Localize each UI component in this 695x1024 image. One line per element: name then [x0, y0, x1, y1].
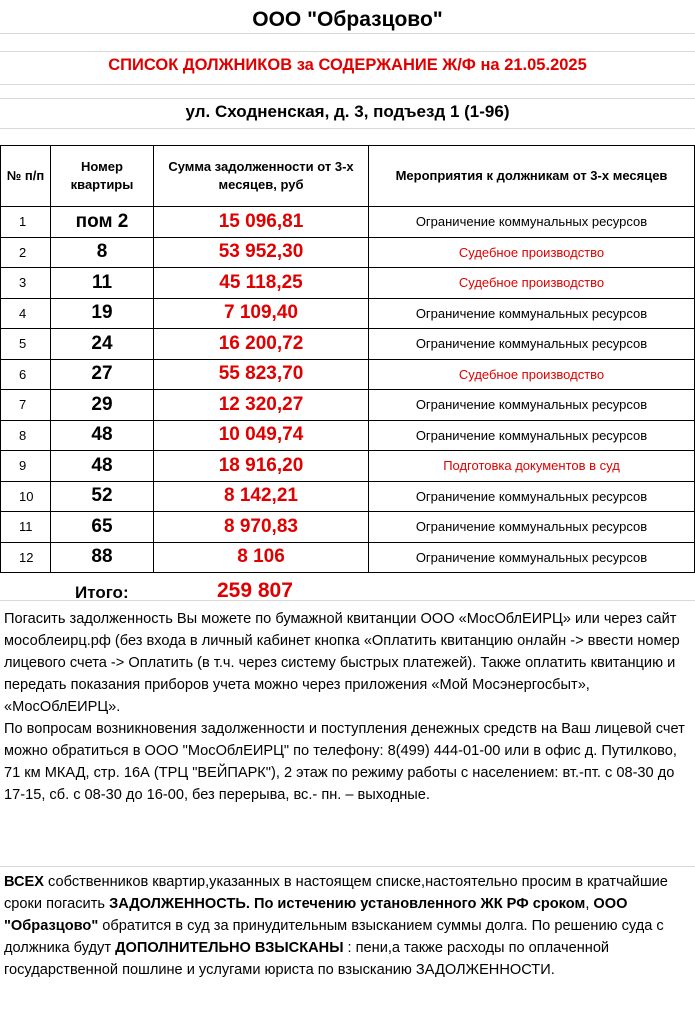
- cell-debt-sum: 15 096,81: [154, 207, 369, 238]
- cell-debt-sum: 45 118,25: [154, 268, 369, 299]
- cell-row-number: 9: [1, 451, 51, 482]
- table-row: [1, 237, 695, 268]
- total-label: Итого:: [75, 583, 129, 602]
- header-action: Мероприятия к должникам от 3-х месяцев: [369, 146, 695, 207]
- cell-action: Судебное производство: [369, 237, 695, 268]
- cell-debt-sum: 8 970,83: [154, 512, 369, 543]
- table-row: [1, 298, 695, 329]
- total-value: 259 807: [217, 579, 293, 602]
- grid-line: [0, 128, 695, 129]
- cell-apartment: 48: [51, 451, 154, 482]
- warning-block: [4, 871, 692, 981]
- grid-line: [0, 84, 695, 85]
- grid-line: [0, 98, 695, 99]
- cell-debt-sum: 12 320,27: [154, 390, 369, 421]
- cell-row-number: 12: [1, 542, 51, 573]
- cell-debt-sum: 55 823,70: [154, 359, 369, 390]
- cell-action: Ограничение коммунальных ресурсов: [369, 207, 695, 238]
- warning-text-part: обратится в суд за принудительным взысканием суммы долга. По решению суда с должника будут: [4, 918, 664, 956]
- cell-apartment: 65: [51, 512, 154, 543]
- warning-text-part: ,: [585, 896, 594, 912]
- table-row: [1, 451, 695, 482]
- warning-bold: ЗАДОЛЖЕННОСТЬ. По истечению установленного ЖК РФ сроком: [109, 896, 586, 912]
- warning-bold: ВСЕХ: [4, 874, 44, 890]
- cell-apartment: 24: [51, 329, 154, 360]
- cell-apartment: 88: [51, 542, 154, 573]
- cell-action: Ограничение коммунальных ресурсов: [369, 481, 695, 512]
- cell-action: Ограничение коммунальных ресурсов: [369, 420, 695, 451]
- cell-row-number: 3: [1, 268, 51, 299]
- header-no: № п/п: [1, 146, 51, 207]
- cell-row-number: 10: [1, 481, 51, 512]
- table-row: [1, 420, 695, 451]
- warning-bold: ООО "Образцово": [4, 896, 628, 934]
- cell-debt-sum: 8 142,21: [154, 481, 369, 512]
- list-title: СПИСОК ДОЛЖНИКОВ за СОДЕРЖАНИЕ Ж/Ф на 21.05.2025: [108, 56, 587, 74]
- cell-debt-sum: 16 200,72: [154, 329, 369, 360]
- cell-row-number: 1: [1, 207, 51, 238]
- cell-action: Ограничение коммунальных ресурсов: [369, 298, 695, 329]
- cell-apartment: 29: [51, 390, 154, 421]
- table-row: [1, 390, 695, 421]
- table-header-row: [1, 146, 695, 207]
- cell-action: Ограничение коммунальных ресурсов: [369, 390, 695, 421]
- cell-apartment: 11: [51, 268, 154, 299]
- table-row: [1, 481, 695, 512]
- company-title: ООО "Образцово": [252, 8, 443, 31]
- warning-text-part: : пени,а также расходы по оплаченной государственной пошлине и услугами юриста по взысканию ЗАДОЛЖЕННОСТИ.: [4, 940, 610, 978]
- table-row: [1, 268, 695, 299]
- cell-row-number: 7: [1, 390, 51, 421]
- grid-line: [0, 866, 695, 867]
- cell-apartment: 52: [51, 481, 154, 512]
- cell-row-number: 11: [1, 512, 51, 543]
- table-body: [1, 207, 695, 573]
- contact-info-text: По вопросам возникновения задолженности и поступления денежных средств на Ваш лицевой счет можно обратиться в ООО "МосОблЕИРЦ" по телефону: 8(499) 444-01-00 или в офис д. Путилково, 71 км МКАД, стр. 16А (ТРЦ "ВЕЙПАРК"), 2 этаж по режиму работы с населением: вт.-пт. с 08-30 до 17-15, сб. с 08-30 до 16-00, без перерыва, вс.- пн. – выходные.: [4, 721, 685, 803]
- table-row: [1, 512, 695, 543]
- grid-line: [0, 33, 695, 34]
- cell-action: Ограничение коммунальных ресурсов: [369, 542, 695, 573]
- cell-row-number: 4: [1, 298, 51, 329]
- table-row: [1, 207, 695, 238]
- warning-text-part: собственников квартир,указанных в настоящем списке,настоятельно просим в кратчайшие сроки погасить: [4, 874, 668, 912]
- cell-row-number: 5: [1, 329, 51, 360]
- cell-apartment: 27: [51, 359, 154, 390]
- cell-debt-sum: 53 952,30: [154, 237, 369, 268]
- table-row: [1, 329, 695, 360]
- cell-row-number: 6: [1, 359, 51, 390]
- cell-row-number: 8: [1, 420, 51, 451]
- warning-bold: ДОПОЛНИТЕЛЬНО ВЗЫСКАНЫ: [115, 940, 344, 956]
- cell-action: Ограничение коммунальных ресурсов: [369, 329, 695, 360]
- cell-action: Подготовка документов в суд: [369, 451, 695, 482]
- grid-line: [0, 51, 695, 52]
- cell-apartment: 8: [51, 237, 154, 268]
- cell-debt-sum: 10 049,74: [154, 420, 369, 451]
- payment-info-block: [4, 608, 692, 806]
- cell-action: Ограничение коммунальных ресурсов: [369, 512, 695, 543]
- debtors-table: [0, 145, 695, 573]
- cell-apartment: пом 2: [51, 207, 154, 238]
- cell-apartment: 19: [51, 298, 154, 329]
- table-row: [1, 359, 695, 390]
- header-sum: Сумма задолженности от 3-х месяцев, руб: [154, 146, 369, 207]
- cell-action: Судебное производство: [369, 268, 695, 299]
- cell-debt-sum: 18 916,20: [154, 451, 369, 482]
- address: ул. Сходненская, д. 3, подъезд 1 (1-96): [185, 102, 510, 121]
- table-row: [1, 542, 695, 573]
- cell-action: Судебное производство: [369, 359, 695, 390]
- header-apartment: Номер квартиры: [51, 146, 154, 207]
- warning-text: [4, 871, 692, 981]
- cell-row-number: 2: [1, 237, 51, 268]
- payment-info-text: Погасить задолженность Вы можете по бумажной квитанции ООО «МосОблЕИРЦ» или через сайт мособлеирц.рф (без входа в личный кабинет кнопка «Оплатить квитанцию онлайн -> ввести номер лицевого счета -> Оплатить (в т.ч. через систему быстрых платежей). Также оплатить квитанцию и передать показания приборов учета можно через приложения «Мой Мосэнергосбыт», «МосОблЕИРЦ».: [4, 611, 680, 715]
- cell-debt-sum: 7 109,40: [154, 298, 369, 329]
- cell-apartment: 48: [51, 420, 154, 451]
- cell-debt-sum: 8 106: [154, 542, 369, 573]
